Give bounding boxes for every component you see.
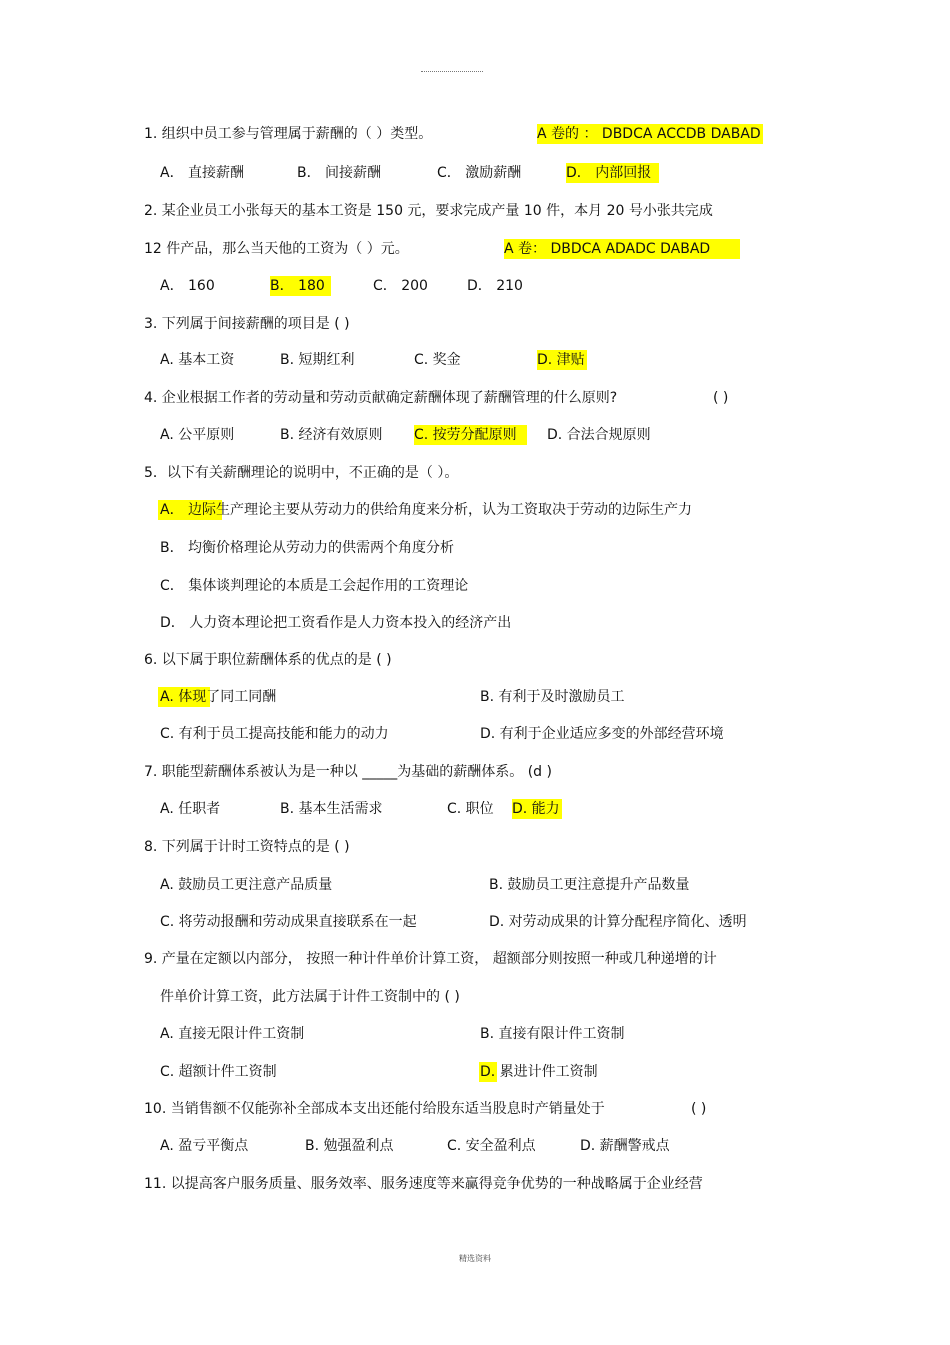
q3-option-a: A. 基本工资 [160, 352, 235, 368]
q10-option-d: D. 薪酬警戒点 [580, 1138, 670, 1154]
q7-option-b: B. 基本生活需求 [280, 801, 383, 817]
q10-stem: 10. 当销售额不仅能弥补全部成本支出还能付给股东适当股息时产销量处于 [144, 1101, 605, 1117]
q7-option-c: C. 职位 [447, 801, 494, 817]
q10-option-c: C. 安全盈利点 [447, 1138, 536, 1154]
q6-option-b: B. 有利于及时激励员工 [480, 689, 625, 705]
q8-stem: 8. 下列属于计时工资特点的是 ( ) [144, 839, 350, 855]
q8-option-d: D. 对劳动成果的计算分配程序简化、透明 [489, 914, 747, 930]
q1-option-d: D． 内部回报 [566, 163, 659, 183]
q2-answer-key: A 卷： DBDCA ADADC DABAD [504, 239, 740, 259]
q9-option-c: C. 超额计件工资制 [160, 1064, 277, 1080]
q1-option-a: A． 直接薪酬 [160, 165, 245, 181]
q7-stem: 7. 职能型薪酬体系被认为是一种以 _____为基础的薪酬体系。 (d ) [144, 764, 552, 780]
q9-stem-line1: 9. 产量在定额以内部分， 按照一种计件单价计算工资， 超额部分则按照一种或几种递增的计 [144, 951, 717, 967]
q7-option-a: A. 任职者 [160, 801, 221, 817]
q1-option-c: C． 激励薪酬 [437, 165, 522, 181]
q4-option-a: A. 公平原则 [160, 427, 235, 443]
footer-label: 精选资料 [459, 1254, 491, 1263]
q6-stem: 6. 以下属于职位薪酬体系的优点的是 ( ) [144, 652, 392, 668]
q10-option-a: A. 盈亏平衡点 [160, 1138, 249, 1154]
q4-option-b: B. 经济有效原则 [280, 427, 383, 443]
q1-option-b: B． 间接薪酬 [297, 165, 382, 181]
q5-option-d: D． 人力资本理论把工资看作是人力资本投入的经济产出 [160, 615, 512, 631]
q3-option-b: B. 短期红利 [280, 352, 355, 368]
q4-bracket: ( ) [713, 390, 729, 406]
q2-stem-line2: 12 件产品，那么当天他的工资为（ ）元。 [144, 241, 409, 257]
q3-option-c: C. 奖金 [414, 352, 461, 368]
q9-option-a: A. 直接无限计件工资制 [160, 1026, 305, 1042]
q10-option-b: B. 勉强盈利点 [305, 1138, 394, 1154]
q2-option-a: A． 160 [160, 278, 215, 294]
q5-option-b: B． 均衡价格理论从劳动力的供需两个角度分析 [160, 540, 455, 556]
q4-option-d: D. 合法合规原则 [547, 427, 651, 443]
q10-bracket: ( ) [691, 1101, 707, 1117]
q2-option-c: C． 200 [373, 278, 428, 294]
q8-option-b: B. 鼓励员工更注意提升产品数量 [489, 877, 690, 893]
q1-stem: 1. 组织中员工参与管理属于薪酬的（ ）类型。 [144, 126, 433, 142]
q3-option-d: D. 津贴 [537, 352, 585, 368]
q5-stem: 5．以下有关薪酬理论的说明中，不正确的是（ ）。 [144, 465, 459, 481]
q9-option-d: D. 累进计件工资制 [480, 1064, 598, 1080]
q11-stem: 11. 以提高客户服务质量、服务效率、服务速度等来赢得竞争优势的一种战略属于企业经营 [144, 1176, 703, 1192]
q6-option-d: D. 有利于企业适应多变的外部经营环境 [480, 726, 724, 742]
q8-option-a: A. 鼓励员工更注意产品质量 [160, 877, 333, 893]
q9-stem-line2: 件单价计算工资，此方法属于计件工资制中的 ( ) [160, 989, 460, 1005]
q9-option-b: B. 直接有限计件工资制 [480, 1026, 625, 1042]
q5-option-a: A． 边际生产理论主要从劳动力的供给角度来分析，认为工资取决于劳动的边际生产力 [160, 502, 693, 518]
q2-option-b: B． 180 [270, 276, 331, 296]
q4-stem: 4. 企业根据工作者的劳动量和劳动贡献确定薪酬体现了薪酬管理的什么原则? [144, 390, 618, 406]
q4-option-c: C. 按劳分配原则 [414, 425, 527, 445]
q2-stem-line1: 2. 某企业员工小张每天的基本工资是 150 元，要求完成产量 10 件，本月 20 号小张共完成 [144, 203, 713, 219]
q8-option-c: C. 将劳动报酬和劳动成果直接联系在一起 [160, 914, 417, 930]
q7-option-d: D. 能力 [512, 801, 560, 817]
q6-option-c: C. 有利于员工提高技能和能力的动力 [160, 726, 389, 742]
header-rule [421, 71, 483, 72]
q3-stem: 3. 下列属于间接薪酬的项目是 ( ) [144, 316, 350, 332]
q5-option-c: C． 集体谈判理论的本质是工会起作用的工资理论 [160, 578, 469, 594]
q2-option-d: D． 210 [467, 278, 523, 294]
q6-option-a: A. 体现了同工同酬 [160, 689, 277, 705]
q1-answer-key: A 卷的 ： DBDCA ACCDB DABAD [537, 126, 761, 142]
